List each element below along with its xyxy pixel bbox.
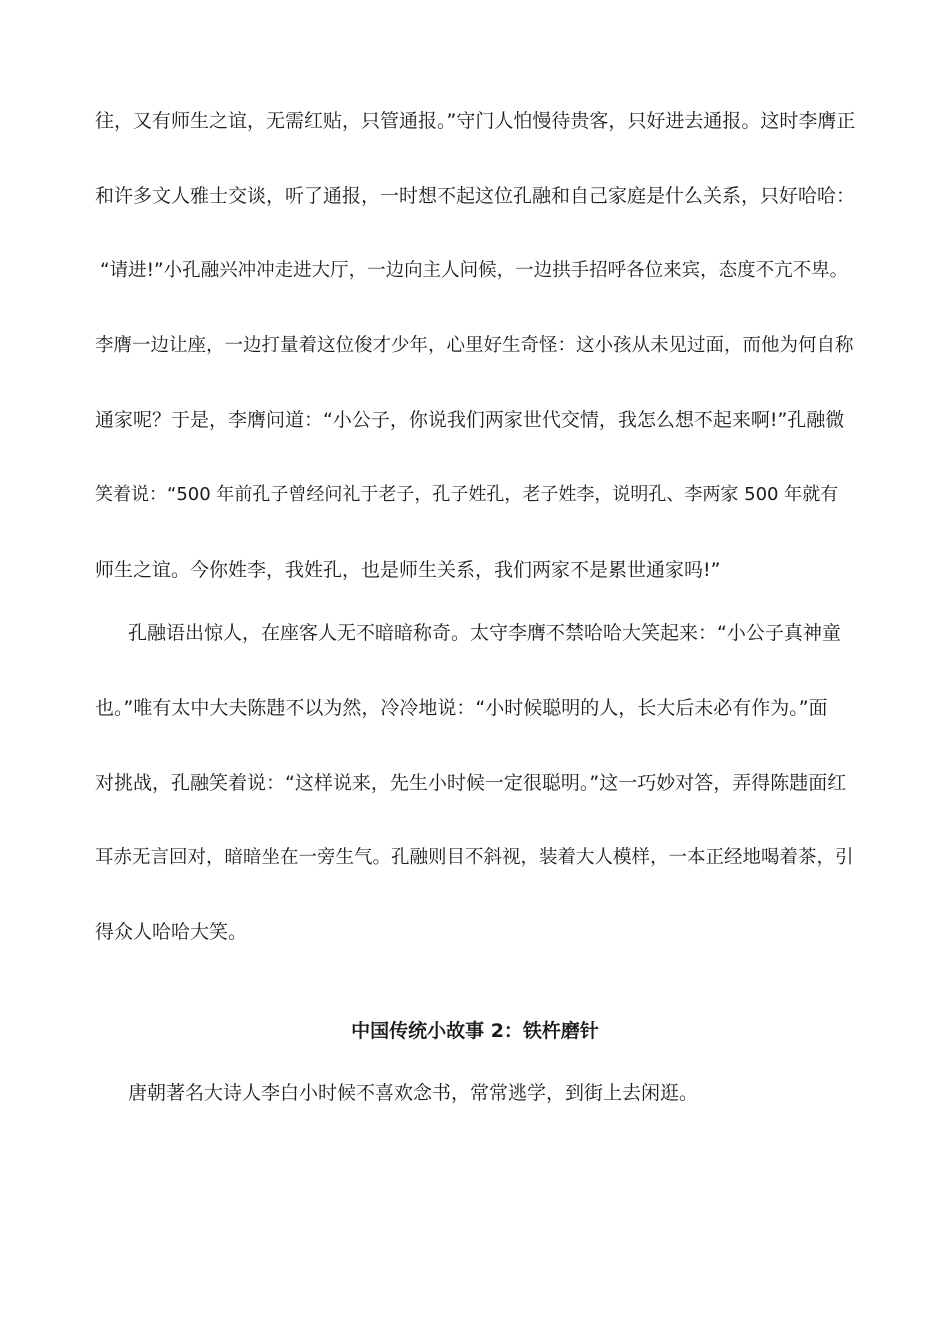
paragraph-line: 笑着说：“500 年前孔子曾经问礼于老子，孔子姓孔，老子姓李，说明孔、李两家 500 年就有 (95, 484, 839, 505)
paragraph-line: 和许多文人雅士交谈，听了通报，一时想不起这位孔融和自己家庭是什么关系，只好哈哈： (95, 185, 856, 207)
paragraph-line: 往，又有师生之谊，无需红贴，只管通报。”守门人怕慢待贵客，只好进去通报。这时李膺正 (95, 110, 856, 132)
paragraph-line: 也。”唯有太中大夫陈韪不以为然，冷冷地说：“小时候聪明的人，长大后未必有作为。”面 (95, 697, 828, 719)
paragraph-line: 耳赤无言回对，暗暗坐在一旁生气。孔融则目不斜视，装着大人模样，一本正经地喝着茶，引 (95, 847, 854, 868)
paragraph-line: 通家呢？于是，李膺问道：“小公子，你说我们两家世代交情，我怎么想不起来啊!”孔融微 (95, 409, 845, 431)
paragraph-line: 孔融语出惊人，在座客人无不暗暗称奇。太守李膺不禁哈哈大笑起来：“小公子真神童 (128, 622, 841, 644)
paragraph-line: 对挑战，孔融笑着说：“这样说来，先生小时候一定很聪明。”这一巧妙对答，弄得陈韪面红 (95, 772, 847, 794)
paragraph-line: 唐朝著名大诗人李白小时候不喜欢念书，常常逃学，到街上去闲逛。 (128, 1082, 699, 1104)
section-heading: 中国传统小故事 2：铁杵磨针 (351, 1020, 599, 1042)
paragraph-line: 李膺一边让座，一边打量着这位俊才少年，心里好生奇怪：这小孩从未见过面，而他为何自称 (95, 335, 854, 356)
paragraph-line: “请进!”小孔融兴冲冲走进大厅，一边向主人问候，一边拱手招呼各位来宾，态度不亢不卑。 (100, 260, 849, 281)
paragraph-line: 师生之谊。今你姓李，我姓孔，也是师生关系，我们两家不是累世通家吗!” (95, 559, 721, 581)
paragraph-line: 得众人哈哈大笑。 (95, 921, 248, 943)
